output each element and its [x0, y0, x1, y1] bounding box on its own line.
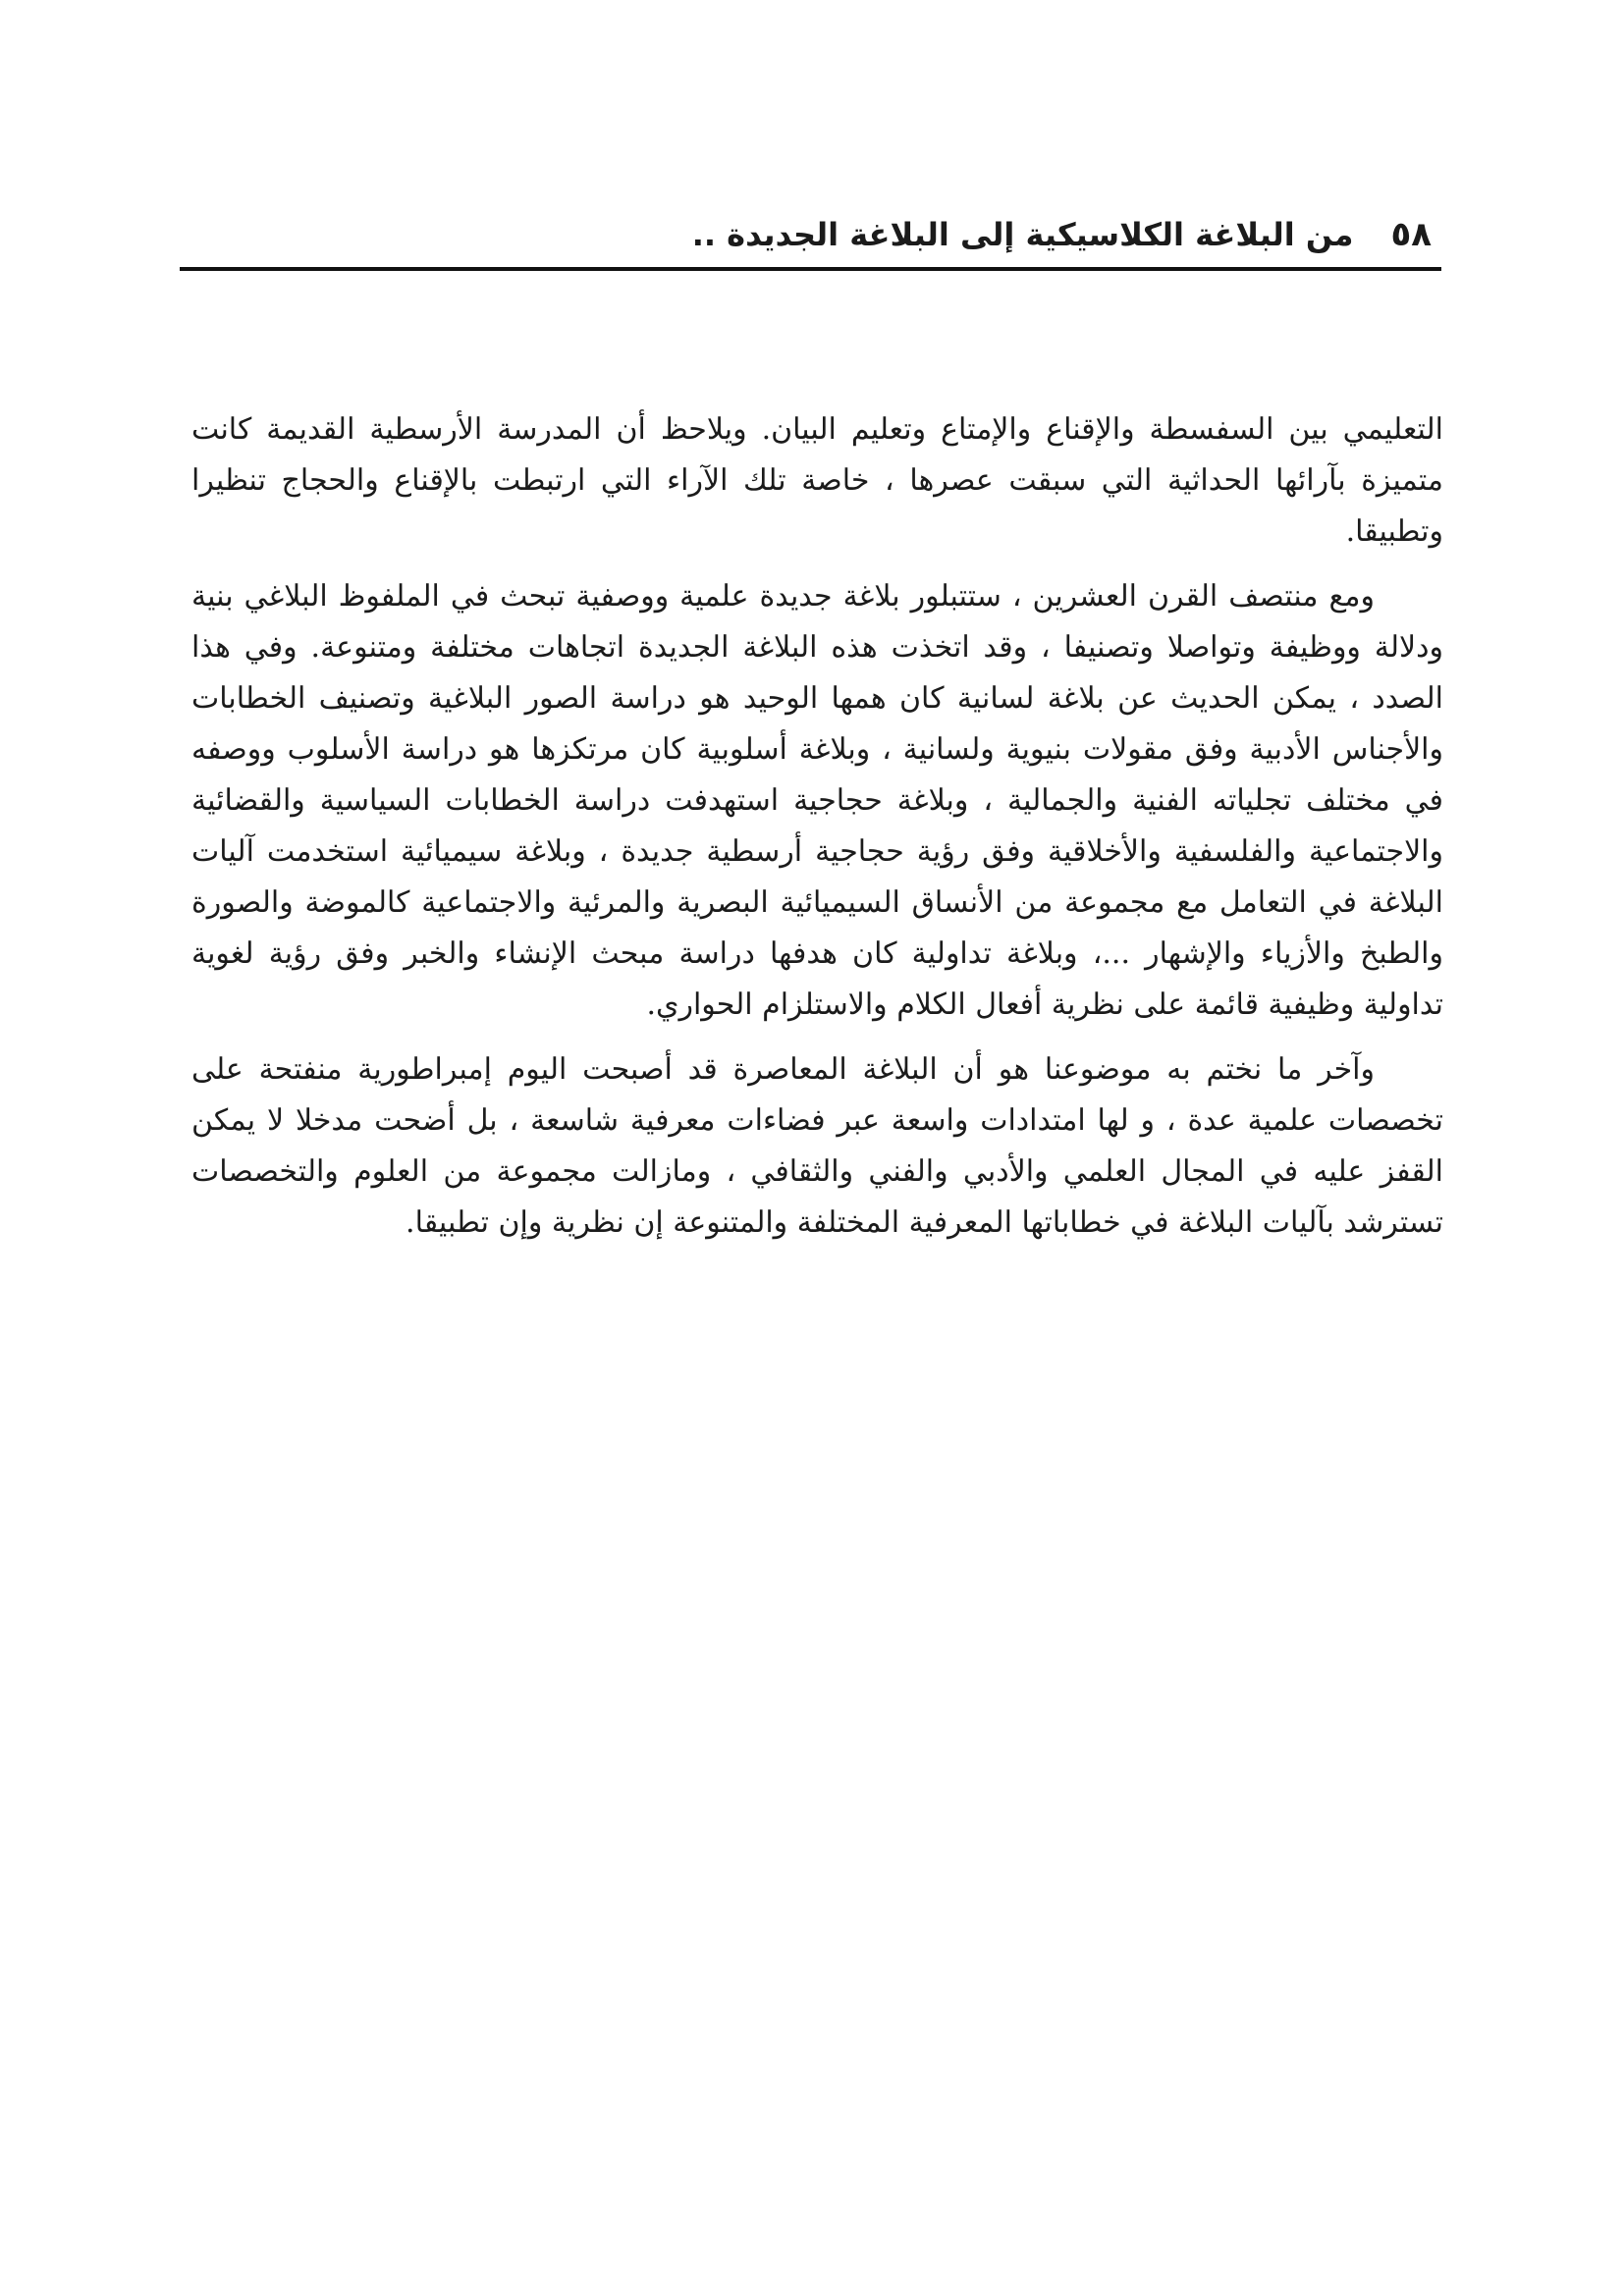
paragraph: ومع منتصف القرن العشرين ، ستتبلور بلاغة جديدة علمية ووصفية تبحث في الملفوظ البلاغي بنية ودلالة ووظيفة وتواصلا وتصنيفا ، وقد اتخذت هذه البلاغة الجديدة اتجاهات مختلفة ومتنوعة. وفي هذا الصدد ، يمكن الحديث عن بلاغة لسانية كان همها الوحيد هو دراسة الصور البلاغية وتصنيف الخطابات والأجناس الأدبية وفق مقولات بنيوية ولسانية ، وبلاغة أسلوبية كان مرتكزها هو دراسة الأسلوب ووصفه في مختلف تجلياته الفنية والجمالية ، وبلاغة حجاجية استهدفت دراسة الخطابات السياسية والقضائية والاجتماعية والفلسفية والأخلاقية وفق رؤية حجاجية أرسطية جديدة ، وبلاغة سيميائية استخدمت آليات البلاغة في التعامل مع مجموعة من الأنساق السيميائية البصرية والمرئية والاجتماعية كالموضة والصورة والطبخ والأزياء والإشهار ...، وبلاغة تداولية كان هدفها دراسة مبحث الإنشاء والخبر وفق رؤية لغوية تداولية وظيفية قائمة على نظرية أفعال الكلام والاستلزام الحواري.	[191, 579, 1443, 1022]
body-text	[191, 404, 1443, 1262]
running-header	[180, 210, 1441, 271]
running-title: من البلاغة الكلاسيكية إلى البلاغة الجديدة ..	[691, 216, 1354, 253]
paragraph: التعليمي بين السفسطة والإقناع والإمتاع وتعليم البيان. ويلاحظ أن المدرسة الأرسطية القديمة كانت متميزة بآرائها الحداثية التي سبقت عصرها ، خاصة تلك الآراء التي ارتبطت بالإقناع والحجاج تنظيرا وتطبيقا.	[191, 412, 1443, 549]
page-number: ٥٨	[1390, 215, 1432, 254]
paragraph: وآخر ما نختم به موضوعنا هو أن البلاغة المعاصرة قد أصبحت اليوم إمبراطورية منفتحة على تخصصات علمية عدة ، و لها امتدادات واسعة عبر فضاءات معرفية شاسعة ، بل أضحت مدخلا لا يمكن القفز عليه في المجال العلمي والأدبي والفني والثقافي ، ومازالت مجموعة من العلوم والتخصصات تسترشد بآليات البلاغة في خطاباتها المعرفية المختلفة والمتنوعة إن نظرية وإن تطبيقا.	[191, 1052, 1443, 1240]
